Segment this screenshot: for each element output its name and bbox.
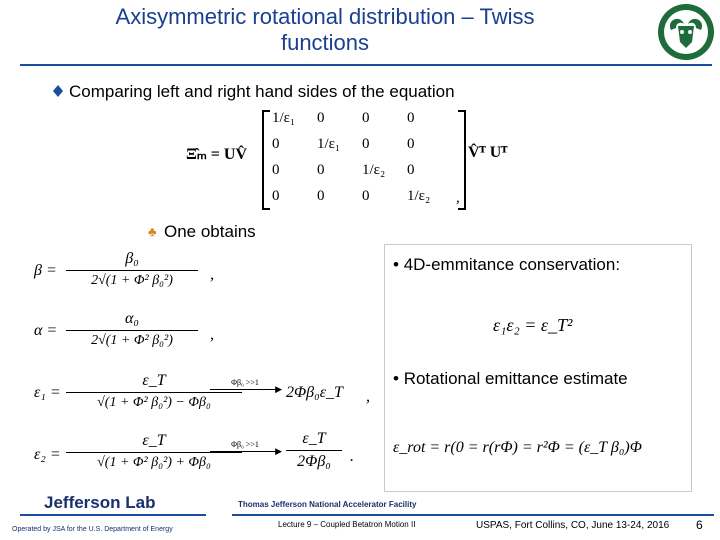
bullet-dot-icon: • xyxy=(393,255,399,274)
matrix-cell: 1/ε₂ xyxy=(407,188,431,204)
box-bullet-2-text: Rotational emittance estimate xyxy=(403,369,628,388)
page-number: 6 xyxy=(696,518,703,532)
eps2-den: √(1 + Φ² β₀²) + Φβ₀ xyxy=(66,452,242,471)
footer-rule-right xyxy=(232,514,714,516)
ram-head-logo-icon xyxy=(656,2,716,62)
alpha-den: 2√(1 + Φ² β₀²) xyxy=(66,330,198,349)
eps1-lhs: ε₁ = xyxy=(34,384,61,401)
matrix-cell: 0 xyxy=(362,188,370,204)
matrix-cell: 1/ε₁ xyxy=(317,136,341,152)
eps1-arrow-label: Φβ₀ >>1 xyxy=(231,378,259,387)
arrow-icon: ▶ xyxy=(210,389,280,390)
facility-name: Thomas Jefferson National Accelerator Facility xyxy=(238,500,417,509)
lecture-title: Lecture 9 – Coupled Betatron Motion II xyxy=(278,520,416,529)
bullet-dot-icon: • xyxy=(393,369,399,388)
matrix-cell: 0 xyxy=(362,110,370,126)
twiss-equations xyxy=(34,246,374,486)
box-eq-1: ε₁ε₂ = ε_T² xyxy=(493,315,573,335)
matrix-cell: 0 xyxy=(317,162,325,178)
beta-lhs: β = xyxy=(34,262,57,279)
matrix-grid xyxy=(272,110,452,205)
eps2-rhs-den: 2Φβ₀ xyxy=(286,450,342,471)
matrix-cell: 1/ε₂ xyxy=(362,162,386,178)
beta-comma: , xyxy=(210,266,214,283)
matrix-cell: 1/ε₁ xyxy=(272,110,296,126)
footer-rule-left xyxy=(20,514,206,516)
jlab-text: Jefferson Lab xyxy=(44,493,156,512)
matrix-cell: 0 xyxy=(272,162,280,178)
matrix-lhs: Ξ̂ₘ = UV̂ xyxy=(186,146,248,163)
alpha-fraction xyxy=(66,310,198,349)
jefferson-lab-logo xyxy=(44,493,155,513)
matrix-cell: 0 xyxy=(407,110,415,126)
eps2-rhs-num: ε_T xyxy=(302,430,326,447)
alpha-lhs: α = xyxy=(34,322,58,339)
eps1-num: ε_T xyxy=(142,372,166,389)
alpha-comma: , xyxy=(210,326,214,343)
eps2-period: . xyxy=(350,448,354,465)
eps1-den: √(1 + Φ² β₀²) − Φβ₀ xyxy=(66,392,242,411)
matrix-cell: 0 xyxy=(317,188,325,204)
title-rule xyxy=(20,64,712,66)
operated-by: Operated by JSA for the U.S. Department of Energy xyxy=(12,526,173,533)
box-bullet-1-text: 4D-emmitance conservation: xyxy=(403,255,621,274)
matrix-cell: 0 xyxy=(407,136,415,152)
box-bullet-1 xyxy=(393,255,620,275)
eps2-num: ε_T xyxy=(142,432,166,449)
results-box xyxy=(384,244,692,492)
eps1-rhs: 2Φβ₀ε_T xyxy=(286,384,343,401)
matrix-cell: 0 xyxy=(272,188,280,204)
eps1-arrow xyxy=(210,378,282,394)
matrix-cell: 0 xyxy=(317,110,325,126)
eps2-arrow-label: Φβ₀ >>1 xyxy=(231,440,259,449)
bullet-1-text: Comparing left and right hand sides of the equation xyxy=(69,82,455,101)
matrix-trailing: , xyxy=(456,190,460,206)
diamond-bullet-icon xyxy=(53,85,63,97)
title-line-2: functions xyxy=(280,30,370,55)
beta-num: β₀ xyxy=(125,250,139,267)
box-bullet-2 xyxy=(393,369,628,389)
beta-den: 2√(1 + Φ² β₀²) xyxy=(66,270,198,289)
eps2-rhs-fraction xyxy=(286,430,342,471)
club-bullet-icon: ♣ xyxy=(148,224,157,239)
eps1-comma: , xyxy=(366,388,370,405)
alpha-num: α₀ xyxy=(125,310,139,327)
matrix-cell: 0 xyxy=(272,136,280,152)
title-line-1: Axisymmetric rotational distribution – Twiss xyxy=(115,4,535,29)
matrix-cell: 0 xyxy=(407,162,415,178)
beta-fraction xyxy=(66,250,198,289)
bullet-2-text: One obtains xyxy=(164,222,256,241)
arrow-icon: ▶ xyxy=(210,451,280,452)
box-eq-2: ε_rot = r(0 = r(rΦ) = r²Φ = (ε_T β₀)Φ xyxy=(393,439,642,456)
uspas-info: USPAS, Fort Collins, CO, June 13-24, 2016 xyxy=(476,520,670,531)
eps2-lhs: ε₂ = xyxy=(34,446,61,463)
slide-title xyxy=(0,4,650,56)
matrix-cell: 0 xyxy=(362,136,370,152)
eps2-arrow xyxy=(210,440,282,456)
matrix-rhs: V̂ᵀ Uᵀ xyxy=(468,144,508,161)
